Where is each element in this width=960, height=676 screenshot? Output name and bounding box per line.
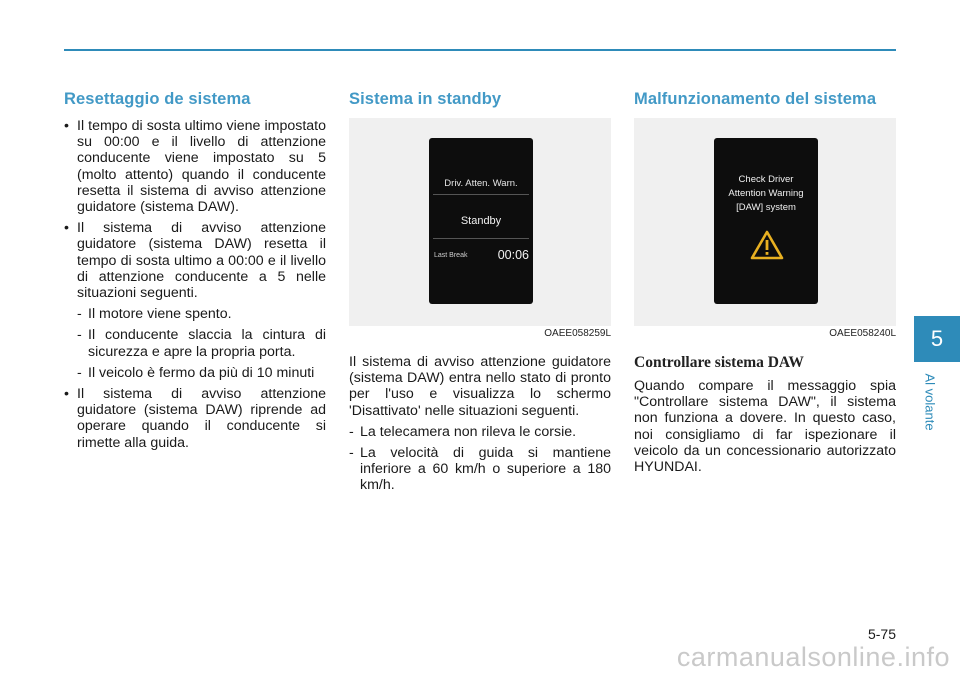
last-break-label: Last Break	[434, 252, 468, 259]
section-heading-reset: Resettaggio de sistema	[64, 90, 251, 108]
malfunction-paragraph: Quando compare il messaggio spia "Controllare sistema DAW", il sistema non funziona a dovere. In questo caso, noi consigliamo di far ispezionare il veicolo da un concessionario autorizzato HYUNDAI.	[634, 378, 896, 476]
subheading-check-daw: Controllare sistema DAW	[634, 354, 804, 371]
chapter-tab: 5	[914, 316, 960, 362]
section-heading-standby: Sistema in standby	[349, 90, 502, 108]
bullet-item: • Il tempo di sosta ultimo viene impostato su 00:00 e il livello di attenzione conducente viene impostato su 5 (molto attento) quando il conducente resetta il sistema di avviso attenzione guidatore (sistema DAW).	[64, 118, 326, 215]
screen-divider	[433, 194, 529, 195]
dash-item: - Il conducente slaccia la cintura di sicurezza e apre la propria porta.	[64, 327, 326, 359]
image-caption: OAEE058259L	[544, 328, 611, 339]
malfunction-illustration	[634, 118, 896, 326]
bullet-item: • Il sistema di avviso attenzione guidatore (sistema DAW) riprende ad operare quando il conducente si rimette alla guida.	[64, 386, 326, 451]
dash-item: - La velocità di guida si mantiene inferiore a 60 km/h o superiore a 180 km/h.	[349, 445, 611, 494]
watermark-text: carmanualsonline.info	[676, 642, 950, 672]
cluster-screen-standby	[429, 138, 533, 304]
warning-line-3: [DAW] system	[736, 202, 796, 213]
screen-title: Driv. Atten. Warn.	[444, 178, 518, 189]
screen-divider	[433, 238, 529, 239]
warning-triangle-icon	[750, 230, 784, 260]
dash-item: - Il veicolo è fermo da più di 10 minuti	[64, 365, 326, 381]
warning-line-1: Check Driver	[738, 174, 794, 185]
top-rule	[64, 49, 896, 51]
chapter-side-label	[918, 366, 942, 438]
last-break-time: 00:06	[497, 248, 529, 262]
warning-line-2: Attention Warning	[728, 188, 804, 199]
chapter-label: Al volante	[922, 373, 938, 431]
screen-status: Standby	[460, 215, 502, 227]
section-heading-malfunction: Malfunzionamento del sistema	[634, 90, 877, 108]
dash-item: - La telecamera non rileva le corsie.	[349, 424, 611, 440]
page-number: 5-75	[867, 626, 896, 642]
bullet-item: • Il sistema di avviso attenzione guidatore (sistema DAW) resetta il tempo di sosta ultimo a 00:00 e il livello di attenzione conducente a 5 nelle situazioni seguenti.	[64, 220, 326, 301]
dash-item: - Il motore viene spento.	[64, 306, 326, 322]
standby-paragraph: Il sistema di avviso attenzione guidatore (sistema DAW) entra nello stato di pronto per l'uso e visualizza lo schermo 'Disattivato' nelle situazioni seguenti.	[349, 354, 611, 419]
standby-illustration	[349, 118, 611, 326]
section-standby	[349, 90, 611, 499]
section-reset	[64, 90, 326, 456]
cluster-screen-warning	[714, 138, 818, 304]
image-caption: OAEE058240L	[829, 328, 896, 339]
section-malfunction	[634, 90, 896, 475]
